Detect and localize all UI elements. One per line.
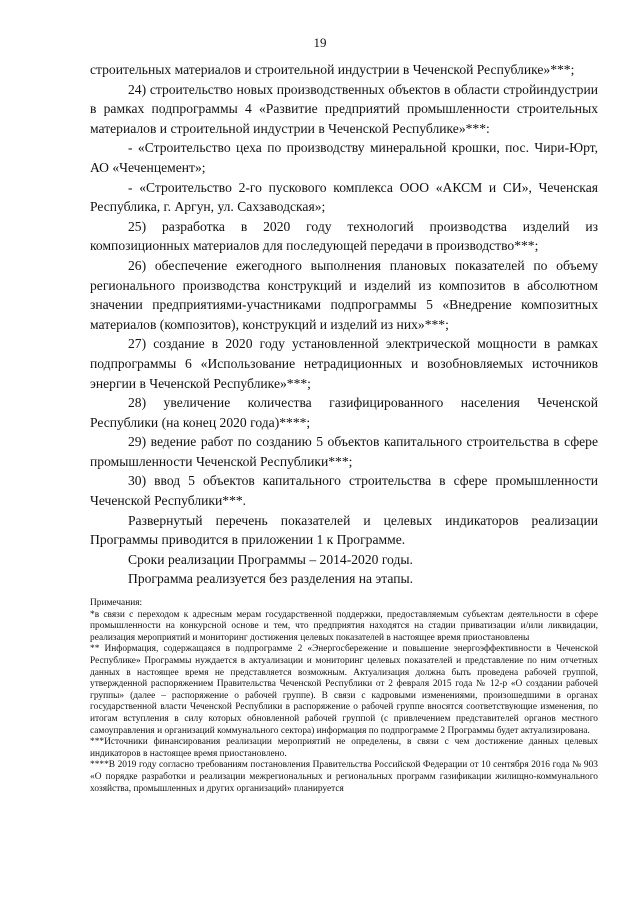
paragraph-item-24-sub-1: - «Строительство цеха по производству минеральной крошки, пос. Чири-Юрт, АО «Чеченцемент»; bbox=[90, 140, 598, 175]
footnote-2: ** Информация, содержащаяся в подпрограмме 2 «Энергосбережение и повышение энергоэффективности в Чеченской Республике» Программы нуждается в актуализации и мониторинг целевых показателей и представление по ним отчетных данных в настоящее время не представляется возможным. Актуализация должна быть проведена рабочей группой, утвержденной распоряжением Правительства Чеченской Республики от 2 февраля 2015 года № 12-р «О создании рабочей группы» (далее – распоряжение о рабочей группе). В связи с кадровыми изменениями, произошедшими в органах государственной власти Чеченской Республики в распоряжение о рабочей группе вносятся соответствующие изменения, по итогам вступления в силу которых обновленной рабочей группой (с привлечением представителей органов местного самоуправления и организаций коммунального сектора) информация по подпрограмме 2 Программы будет актуализирована. bbox=[90, 644, 598, 736]
paragraph-item-24: 24) строительство новых производственных объектов в области стройиндустрии в рамках подпрограммы 4 «Развитие предприятий промышленности строительных материалов и строительной индустрии в Чеченской Республике»***: bbox=[90, 81, 598, 136]
paragraph-timeline: Сроки реализации Программы – 2014-2020 годы. bbox=[128, 551, 413, 567]
footnotes bbox=[90, 598, 598, 795]
paragraph-item-26: 26) обеспечение ежегодного выполнения плановых показателей по объему регионального производства конструкций и изделий из композитов в абсолютном значении предприятиями-участниками подпрограммы 5 «Внедрение композитных материалов (композитов), конструкций и изделий из них»***; bbox=[90, 257, 598, 332]
paragraph-item-30: 30) ввод 5 объектов капитального строительства в сфере промышленности Чеченской Республики***. bbox=[90, 473, 598, 509]
footnotes-heading: Примечания: bbox=[90, 598, 143, 608]
page-number: 19 bbox=[313, 35, 327, 50]
footnote-3: ***Источники финансирования реализации мероприятий не определены, в связи с чем достижение данных целевых индикаторов в настоящее время приостановлено. bbox=[90, 737, 598, 759]
paragraph-item-28: 28) увеличение количества газифицированного населения Чеченской Республики (на конец 2020 года)****; bbox=[90, 395, 598, 430]
paragraph-item-24-sub-2: - «Строительство 2-го пускового комплекса ООО «АКСМ и СИ», Чеченская Республика, г. Аргун, ул. Сахзаводская»; bbox=[90, 179, 598, 215]
paragraph-continuation: строительных материалов и строительной индустрии в Чеченской Республике»***; bbox=[90, 62, 575, 77]
paragraph-item-29: 29) ведение работ по созданию 5 объектов капитального строительства в сфере промышленности Чеченской Республики***; bbox=[90, 434, 598, 469]
footnote-4: ****В 2019 году согласно требованиям постановления Правительства Российской Федерации от 10 сентября 2016 года № 903 «О порядке разработки и реализации межрегиональных и региональных программ газификации жилищно-коммунального хозяйства, промышленных и других организаций» планируется bbox=[90, 760, 598, 794]
paragraph-indicators: Развернутый перечень показателей и целевых индикаторов реализации Программы приводится в приложении 1 к Программе. bbox=[90, 512, 598, 548]
paragraph-stages: Программа реализуется без разделения на этапы. bbox=[128, 571, 414, 587]
paragraph-item-27: 27) создание в 2020 году установленной электрической мощности в рамках подпрограммы 6 «Использование нетрадиционных и возобновляемых источников энергии в Чеченской Республике»***; bbox=[90, 336, 598, 391]
footnote-1: *в связи с переходом к адресным мерам государственной поддержки, предоставляемым субъектам деятельности в сфере промышленности на конкурсной основе и тем, что предприятия находятся на стадии приватизации и/или ликвидации, реализация мероприятий и мониторинг достижения целевых показателей в настоящее время приостановлены bbox=[90, 609, 598, 643]
body-text bbox=[90, 60, 598, 589]
paragraph-item-25: 25) разработка в 2020 году технологий производства изделий из композиционных материалов для последующей передачи в производство***; bbox=[90, 218, 598, 254]
